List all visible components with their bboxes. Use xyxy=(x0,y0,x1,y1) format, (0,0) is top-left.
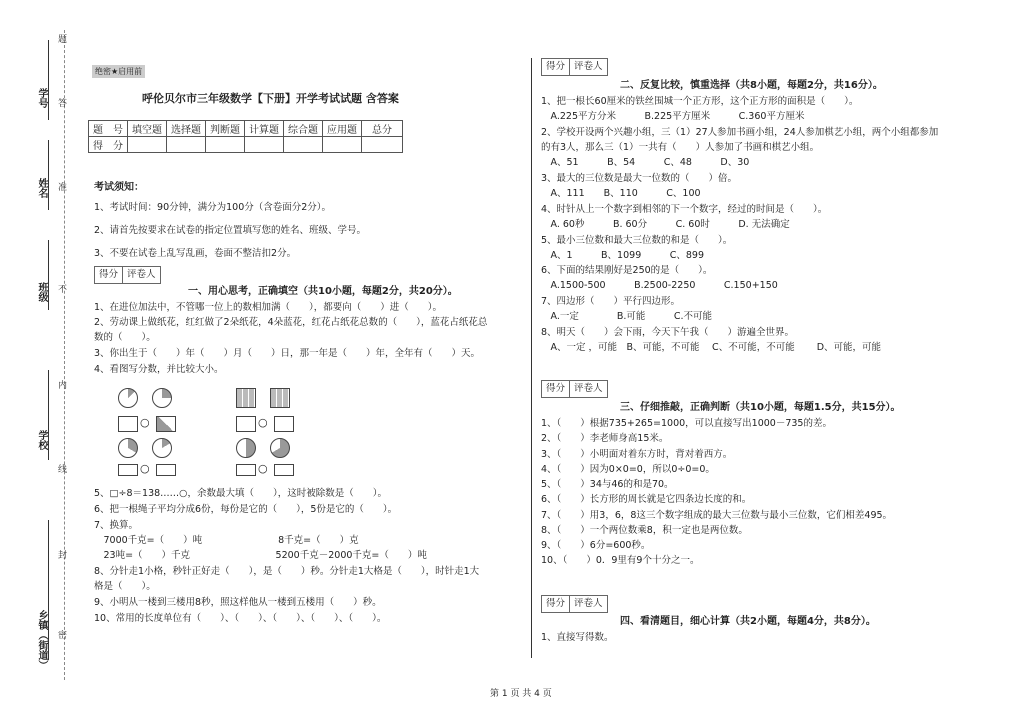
score-input-cell[interactable] xyxy=(167,137,206,153)
grader-box xyxy=(541,58,608,76)
notice-item: 3、不要在试卷上乱写乱画，卷面不整洁扣2分。 xyxy=(94,248,297,259)
score-table-cell: 填空题 xyxy=(128,121,167,137)
score-table-header-row xyxy=(89,121,403,137)
score-table xyxy=(88,120,403,153)
confidential-badge: 绝密★启用前 xyxy=(92,65,145,78)
question-line: 7000千克=（ ）吨 8千克=（ ）克 xyxy=(94,535,359,546)
question-line: 10、（ ）0．9里有9个十分之一。 xyxy=(541,555,700,566)
grader-box xyxy=(541,595,608,613)
question-line: A、111 B、110 C、100 xyxy=(541,188,701,199)
score-table-cell: 综合题 xyxy=(284,121,323,137)
class-label: 班级 xyxy=(36,282,47,302)
question-line: 3、最大的三位数是最大一位数的（ ）倍。 xyxy=(541,173,738,184)
school-label: 学校 xyxy=(36,430,47,450)
page-title: 呼伦贝尔市三年级数学【下册】开学考试试题 含答案 xyxy=(142,92,399,105)
fraction-rect-figure xyxy=(236,464,256,476)
question-line: 10、常用的长度单位有（ ）、（ ）、（ ）、（ ）、（ ）。 xyxy=(94,613,387,624)
question-line: 1、把一根长60厘米的铁丝围城一个正方形，这个正方形的面积是（ ）。 xyxy=(541,96,859,107)
question-line: 格是（ ）。 xyxy=(94,581,156,592)
grader-box-grader: 评卷人 xyxy=(569,59,607,75)
fraction-circle-figure xyxy=(152,388,172,408)
seal-char: 内 xyxy=(56,380,66,389)
column-divider xyxy=(531,58,532,658)
grader-box xyxy=(541,380,608,398)
score-input-cell[interactable] xyxy=(128,137,167,153)
question-line: 5、最小三位数和最大三位数的和是（ ）。 xyxy=(541,235,733,246)
notice-item: 1、考试时间：90分钟，满分为100分（含卷面分2分）。 xyxy=(94,202,332,213)
question-line: 3、（ ）小明面对着东方时，背对着西方。 xyxy=(541,449,733,460)
score-table-cell: 判断题 xyxy=(206,121,245,137)
question-line: 9、小明从一楼到三楼用8秒，照这样他从一楼到五楼用（ ）秒。 xyxy=(94,597,382,608)
question-line: 的有3人，那么三（1）一共有（ ）人参加了书画和棋艺小组。 xyxy=(541,142,820,153)
fraction-circle-figure xyxy=(152,438,172,458)
score-input-cell[interactable] xyxy=(206,137,245,153)
question-line: 2、学校开设两个兴趣小组，三（1）27人参加书画小组，24人参加棋艺小组，两个小组都参加 xyxy=(541,127,939,138)
question-line: 2、（ ）李老师身高15米。 xyxy=(541,433,669,444)
section4-title: 四、看清题目，细心计算（共2小题，每题4分，共8分）。 xyxy=(620,616,876,627)
fraction-circle-figure xyxy=(118,438,138,458)
score-input-cell[interactable] xyxy=(362,137,403,153)
notice-heading: 考试须知： xyxy=(94,182,144,193)
seal-char: 线 xyxy=(56,464,66,473)
fraction-rect-figure xyxy=(236,416,256,432)
question-line: 6、把一根绳子平均分成6份，每份是它的（ ），5份是它的（ ）。 xyxy=(94,504,398,515)
question-line: 4、时针从上一个数字到相邻的下一个数字，经过的时间是（ ）。 xyxy=(541,204,828,215)
section1-title: 一、用心思考，正确填空（共10小题，每题2分，共20分）。 xyxy=(188,286,458,297)
grader-box-score: 得分 xyxy=(99,269,119,280)
student-id-underline xyxy=(48,40,49,120)
compare-circle: ○ xyxy=(140,416,150,429)
score-table-cell: 题 号 xyxy=(89,121,128,137)
question-line: 数的（ ）。 xyxy=(94,332,156,343)
grader-box-score: 得分 xyxy=(546,61,566,72)
grader-box-score: 得分 xyxy=(546,383,566,394)
score-table-cell: 总分 xyxy=(362,121,403,137)
question-line: 1、在进位加法中，不管哪一位上的数相加满（ ），都要向（ ）进（ ）。 xyxy=(94,302,443,313)
question-line: A.1500-500 B.2500-2250 C.150+150 xyxy=(541,280,778,291)
question-line: 5、□÷8＝138……○，余数最大填（ ），这时被除数是（ ）。 xyxy=(94,488,387,499)
name-underline xyxy=(48,140,49,210)
fraction-grid-figure xyxy=(236,388,256,408)
score-table-cell: 应用题 xyxy=(323,121,362,137)
class-underline xyxy=(48,240,49,310)
question-line: 7、（ ）用3，6，8这三个数字组成的最大三位数与最小三位数，它们相差495。 xyxy=(541,510,893,521)
score-input-cell[interactable] xyxy=(323,137,362,153)
seal-char: 密 xyxy=(56,630,66,639)
page-footer: 第 1 页 共 4 页 xyxy=(490,689,552,699)
fraction-rect-figure xyxy=(156,416,176,432)
township-underline xyxy=(48,520,49,660)
question-line: A.225平方分米 B.225平方厘米 C.360平方厘米 xyxy=(541,111,805,122)
seal-char: 题 xyxy=(56,34,66,43)
section2-title: 二、反复比较，慎重选择（共8小题，每题2分，共16分）。 xyxy=(620,80,883,91)
question-line: 8、分针走1小格，秒针正好走（ ），是（ ）秒。分针走1大格是（ ），时针走1大 xyxy=(94,566,480,577)
compare-circle: ○ xyxy=(140,462,150,475)
section3-title: 三、仔细推敲，正确判断（共10小题，每题1.5分，共15分）。 xyxy=(620,402,901,413)
binding-margin xyxy=(0,0,80,722)
score-input-cell[interactable] xyxy=(245,137,284,153)
fraction-rect-figure xyxy=(156,464,176,476)
grader-box xyxy=(94,266,161,284)
township-label: 乡镇（街道） xyxy=(36,610,47,670)
question-line: 4、看图写分数，并比较大小。 xyxy=(94,364,224,375)
compare-circle: ○ xyxy=(258,462,268,475)
fraction-circle-figure xyxy=(236,438,256,458)
student-id-label: 学号 xyxy=(36,88,47,108)
score-table-score-row xyxy=(89,137,403,153)
question-line: 8、（ ）一个两位数乘8，积一定也是两位数。 xyxy=(541,525,748,536)
score-input-cell[interactable] xyxy=(284,137,323,153)
fraction-rect-figure xyxy=(118,416,138,432)
question-line: 4、（ ）因为0×0=0，所以0÷0=0。 xyxy=(541,464,715,475)
question-line: 23吨=（ ）千克 5200千克－2000千克=（ ）吨 xyxy=(94,550,427,561)
name-label: 姓名 xyxy=(36,178,47,198)
fraction-circle-figure xyxy=(270,438,290,458)
question-line: A、一定 ，可能 B、可能，不可能 C、不可能，不可能 D、可能，可能 xyxy=(541,342,882,353)
question-line: 5、（ ）34与46的和是70。 xyxy=(541,479,674,490)
question-line: 6、下面的结果刚好是250的是（ ）。 xyxy=(541,265,713,276)
fraction-circle-figure xyxy=(118,388,138,408)
score-table-cell: 得 分 xyxy=(89,137,128,153)
score-table-cell: 计算题 xyxy=(245,121,284,137)
question-line: A.一定 B.可能 C.不可能 xyxy=(541,311,713,322)
fraction-rect-figure xyxy=(274,464,294,476)
question-line: 3、你出生于（ ）年（ ）月（ ）日，那一年是（ ）年，全年有（ ）天。 xyxy=(94,348,481,359)
grader-box-score: 得分 xyxy=(546,598,566,609)
grader-box-grader: 评卷人 xyxy=(569,381,607,397)
seal-char: 答 xyxy=(56,98,66,107)
seal-char: 准 xyxy=(56,182,66,191)
question-line: 7、四边形（ ）平行四边形。 xyxy=(541,296,681,307)
score-table-cell: 选择题 xyxy=(167,121,206,137)
question-line: 9、（ ）6分=600秒。 xyxy=(541,540,651,551)
notice-item: 2、请首先按要求在试卷的指定位置填写您的姓名、班级、学号。 xyxy=(94,225,367,236)
question-line: 7、换算。 xyxy=(94,520,139,531)
school-underline xyxy=(48,370,49,460)
question-line: 8、明天（ ）会下雨，今天下午我（ ）游遍全世界。 xyxy=(541,327,795,338)
seal-char: 封 xyxy=(56,550,66,559)
question-line: A、51 B、54 C、48 D、30 xyxy=(541,157,750,168)
question-line: 1、（ ）根据735+265=1000，可以直接写出1000－735的差。 xyxy=(541,418,832,429)
grader-box-grader: 评卷人 xyxy=(122,267,160,283)
grader-box-grader: 评卷人 xyxy=(569,596,607,612)
seal-char: 不 xyxy=(56,284,66,293)
question-line: 2、劳动课上做纸花，红红做了2朵纸花，4朵蓝花，红花占纸花总数的（ ），蓝花占纸花总 xyxy=(94,317,488,328)
fraction-grid-figure xyxy=(270,388,290,408)
binding-dashed-line xyxy=(64,30,65,680)
compare-circle: ○ xyxy=(258,416,268,429)
question-line: 6、（ ）长方形的周长就是它四条边长度的和。 xyxy=(541,494,752,505)
question-line: A. 60秒 B. 60分 C. 60时 D. 无法确定 xyxy=(541,219,790,230)
fraction-rect-figure xyxy=(118,464,138,476)
fraction-rect-figure xyxy=(274,416,294,432)
question-line: A、1 B、1099 C、899 xyxy=(541,250,705,261)
question-line: 1、直接写得数。 xyxy=(541,632,614,643)
